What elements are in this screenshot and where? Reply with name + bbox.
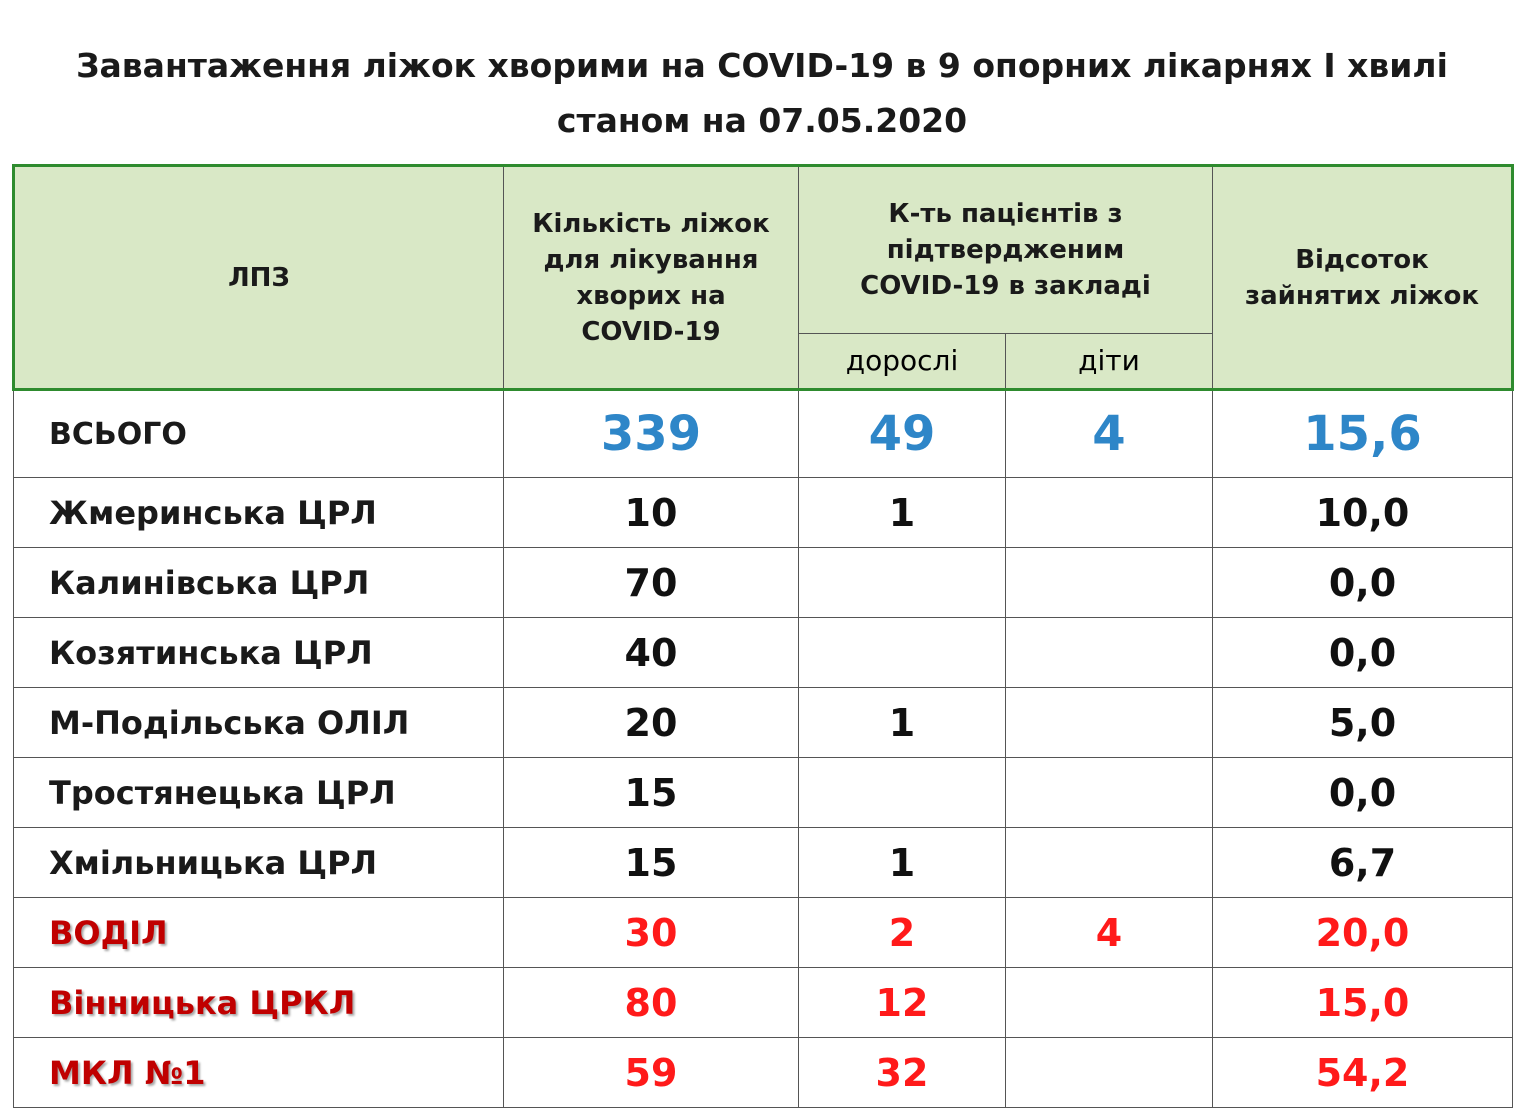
row-name: Жмеринська ЦРЛ (14, 478, 504, 548)
header-patients: К-ть пацієнтів з підтвердженим COVID-19 в закладі (799, 166, 1213, 334)
row-beds: 40 (504, 618, 799, 688)
row-name: Вінницька ЦРКЛ (14, 968, 504, 1038)
row-adults: 1 (799, 828, 1006, 898)
row-adults: 1 (799, 478, 1006, 548)
table-row (14, 478, 1513, 548)
row-children (1006, 688, 1213, 758)
row-percent: 0,0 (1213, 548, 1513, 618)
row-adults: 32 (799, 1038, 1006, 1108)
row-adults: 12 (799, 968, 1006, 1038)
row-percent: 20,0 (1213, 898, 1513, 968)
row-name: ВСЬОГО (14, 390, 504, 478)
table-body (14, 390, 1513, 1108)
row-beds: 70 (504, 548, 799, 618)
table-row (14, 618, 1513, 688)
row-children (1006, 618, 1213, 688)
row-name: МКЛ №1 (14, 1038, 504, 1108)
row-children: 4 (1006, 390, 1213, 478)
page-title (0, 38, 1524, 148)
row-beds: 15 (504, 758, 799, 828)
table-row-highlight (14, 898, 1513, 968)
row-adults (799, 548, 1006, 618)
table-row-total (14, 390, 1513, 478)
row-name: Козятинська ЦРЛ (14, 618, 504, 688)
row-beds: 339 (504, 390, 799, 478)
row-beds: 30 (504, 898, 799, 968)
row-beds: 15 (504, 828, 799, 898)
row-children (1006, 548, 1213, 618)
header-children: діти (1006, 334, 1213, 390)
row-children (1006, 968, 1213, 1038)
row-children (1006, 758, 1213, 828)
row-name: М-Подільська ОЛІЛ (14, 688, 504, 758)
row-name: Тростянецька ЦРЛ (14, 758, 504, 828)
header-percent: Відсоток зайнятих ліжок (1213, 166, 1513, 390)
row-name: Калинівська ЦРЛ (14, 548, 504, 618)
row-percent: 15,6 (1213, 390, 1513, 478)
row-adults: 1 (799, 688, 1006, 758)
title-line-1: Завантаження ліжок хворими на COVID-19 в 9 опорних лікарнях І хвилі (76, 46, 1448, 85)
row-name: ВОДІЛ (14, 898, 504, 968)
title-line-2: станом на 07.05.2020 (556, 101, 968, 140)
row-children (1006, 478, 1213, 548)
row-name: Хмільницька ЦРЛ (14, 828, 504, 898)
row-adults: 49 (799, 390, 1006, 478)
row-percent: 6,7 (1213, 828, 1513, 898)
table-row-highlight (14, 1038, 1513, 1108)
table-row (14, 688, 1513, 758)
row-percent: 0,0 (1213, 618, 1513, 688)
row-beds: 20 (504, 688, 799, 758)
row-children: 4 (1006, 898, 1213, 968)
row-adults (799, 758, 1006, 828)
row-children (1006, 828, 1213, 898)
header-lpz: ЛПЗ (14, 166, 504, 390)
row-beds: 10 (504, 478, 799, 548)
table-header (14, 166, 1513, 390)
row-adults: 2 (799, 898, 1006, 968)
bed-occupancy-table (12, 164, 1514, 1108)
table-row (14, 548, 1513, 618)
header-adults: дорослі (799, 334, 1006, 390)
row-percent: 10,0 (1213, 478, 1513, 548)
row-beds: 80 (504, 968, 799, 1038)
table-row-highlight (14, 968, 1513, 1038)
row-percent: 54,2 (1213, 1038, 1513, 1108)
row-percent: 15,0 (1213, 968, 1513, 1038)
row-children (1006, 1038, 1213, 1108)
header-beds: Кількість ліжок для лікування хворих на COVID-19 (504, 166, 799, 390)
row-adults (799, 618, 1006, 688)
row-percent: 0,0 (1213, 758, 1513, 828)
row-percent: 5,0 (1213, 688, 1513, 758)
row-beds: 59 (504, 1038, 799, 1108)
table-row (14, 758, 1513, 828)
table-row (14, 828, 1513, 898)
